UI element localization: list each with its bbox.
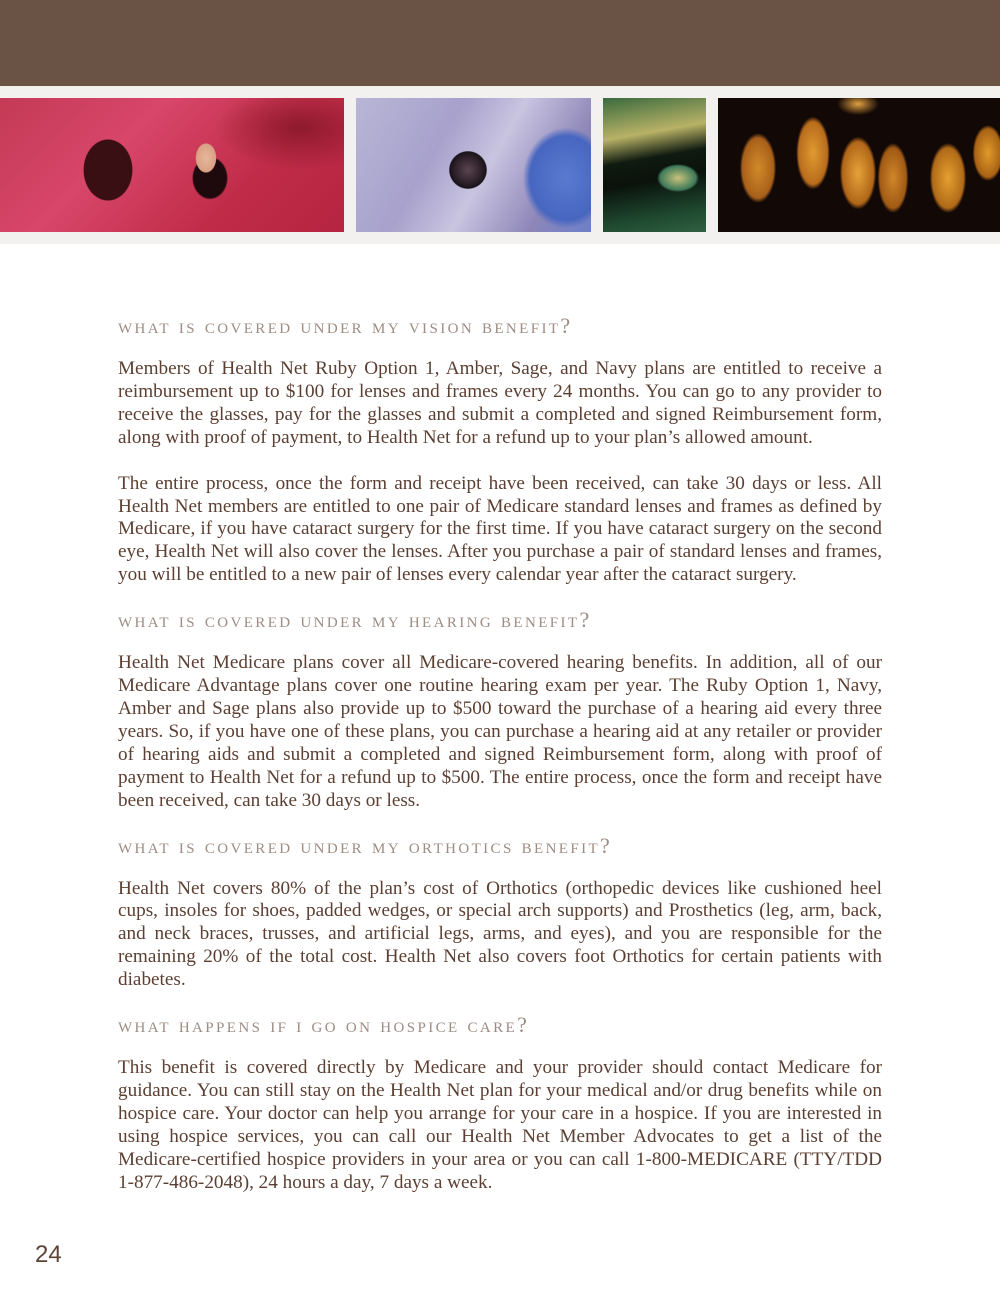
paragraph: Health Net Medicare plans cover all Medicare-covered hearing benefits. In addition, all of our Medicare Advantage plans cover one routine hearing exam per year. The Ruby Option 1, Navy, Amber and Sage plans also provide up to $500 toward the purchase of a hearing aid every three years. So, if you have one of these plans, you can purchase a hearing aid at any retailer or provider of hearing aids and submit a completed and signed Reimbursement form, along with proof of payment to Health Net for a refund up to $500. The entire process, once the form and receipt have been received, can take 30 days or less.: [118, 652, 882, 811]
page-number: 24: [35, 1241, 62, 1268]
paragraph: The entire process, once the form and receipt have been received, can take 30 days or less. All Health Net members are entitled to one pair of Medicare standard lenses and frames as defined by Medicare, if you have cataract surgery for the first time. If you have cataract surgery on the second eye, Health Net will also cover the lenses. After you purchase a pair of standard lenses and frames, you will be entitled to a new pair of lenses every calendar year after the cataract surgery.: [118, 472, 882, 586]
photo-red-flower: [0, 98, 344, 232]
paragraph: Health Net covers 80% of the plan’s cost of Orthotics (orthopedic devices like cushioned heel cups, insoles for shoes, padded wedges, or special arch supports) and Prosthetics (leg, arm, back, and neck braces, trusses, and artificial legs, arms, and eyes), and you are responsible for the remaining 20% of the total cost. Health Net also covers foot Orthotics for certain patients with diabetes.: [118, 877, 882, 991]
section-hearing: [118, 606, 882, 812]
photo-orange-petals: [718, 98, 1000, 232]
section-heading: what is covered under my vision benefit?: [118, 313, 573, 338]
page-content: [118, 312, 882, 1194]
photo-green-leaf: [603, 98, 706, 232]
section-heading: what is covered under my orthotics benefit?: [118, 832, 613, 858]
section-hospice: [118, 1011, 882, 1194]
paragraph: This benefit is covered directly by Medicare and your provider should contact Medicare for guidance. You can still stay on the Health Net plan for your medical and/or drug benefits while on hospice care. Your doctor can help you arrange for your care in a hospice. If you are interested in using hospice services, you can call our Health Net Member Advocates to get a list of the Medicare-certified hospice providers in your area or you can call 1-800-MEDICARE (TTY/TDD 1-877-486-2048), 24 hours a day, 7 days a week.: [118, 1057, 882, 1193]
photo-anemone-flower: [356, 98, 591, 232]
photo-strip: [0, 86, 1000, 244]
section-heading: what happens if i go on hospice care?: [118, 1012, 530, 1038]
section-vision: [118, 312, 882, 587]
section-heading: what is covered under my hearing benefit?: [118, 607, 592, 633]
section-orthotics: [118, 832, 882, 993]
paragraph: Members of Health Net Ruby Option 1, Amber, Sage, and Navy plans are entitled to receive a reimbursement up to $100 for lenses and frames every 24 months. You can go to any provider to receive the glasses, pay for the glasses and submit a completed and signed Reimbursement form, along with proof of payment, to Health Net for a refund up to your plan’s allowed amount.: [118, 358, 882, 448]
header-color-band: [0, 0, 1000, 86]
